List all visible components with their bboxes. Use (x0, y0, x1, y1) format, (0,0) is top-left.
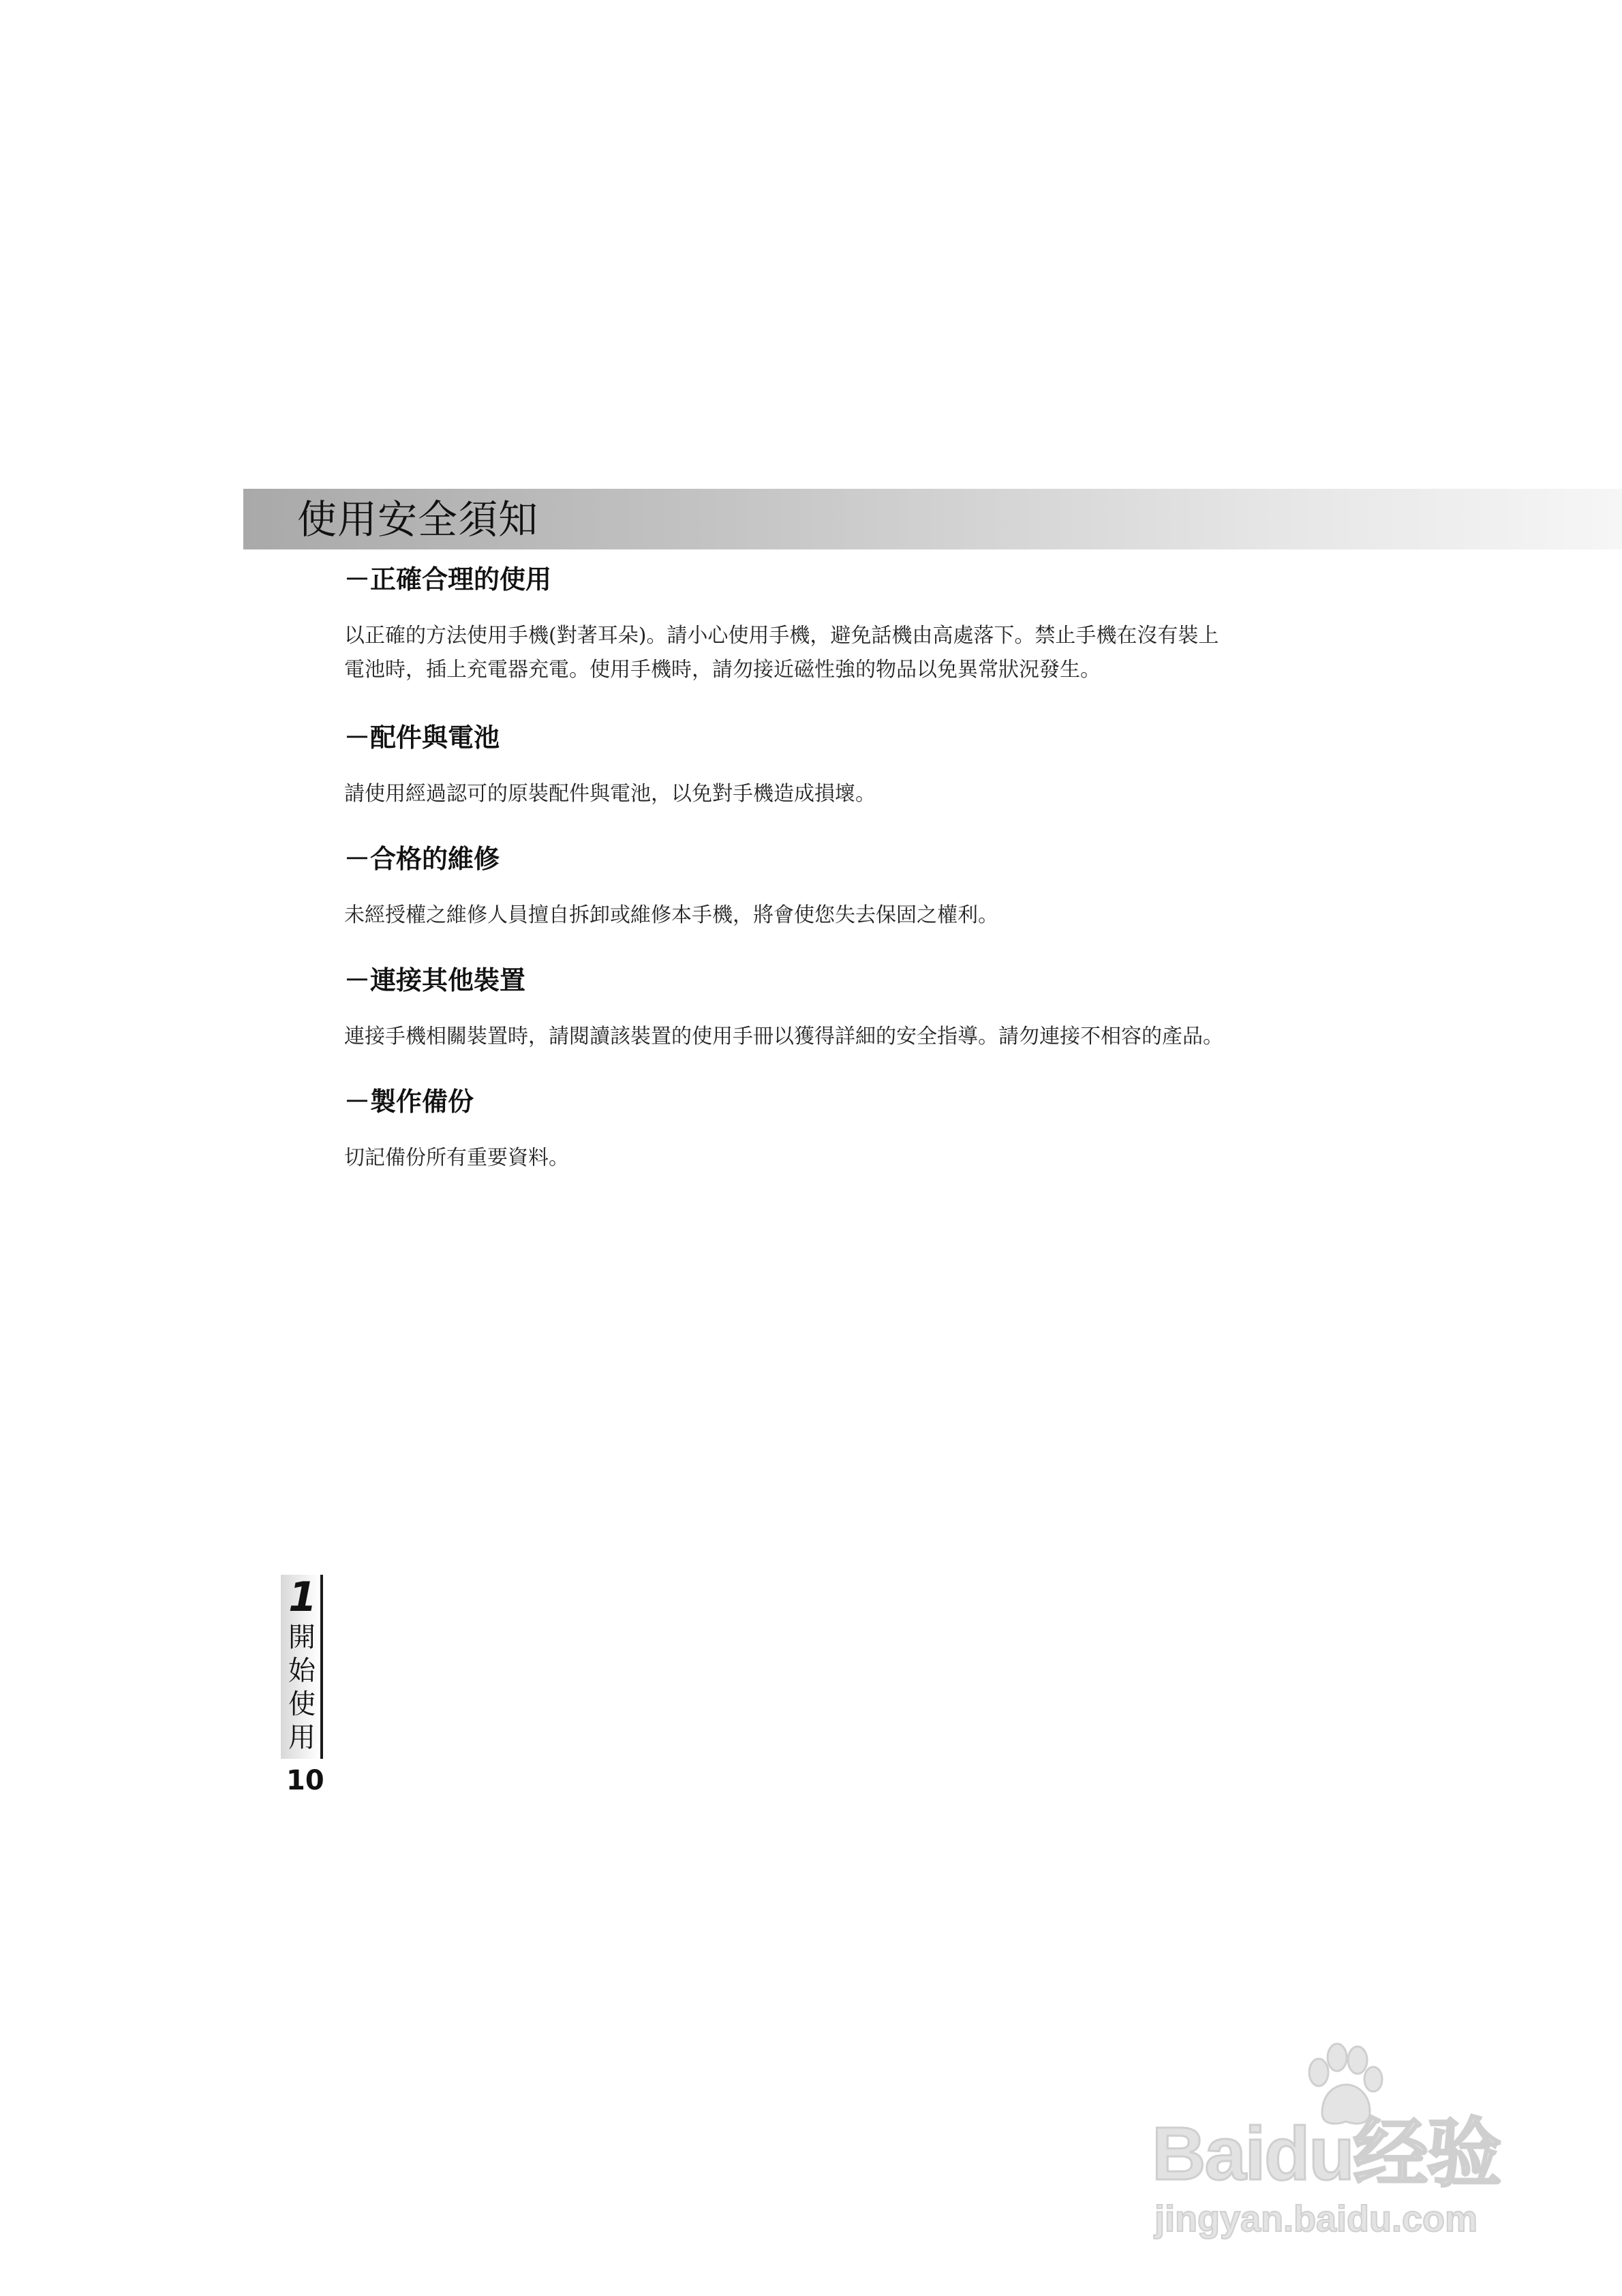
section-body (344, 898, 1298, 933)
section-heading: －配件與電池 (344, 723, 500, 753)
page-number: 10 (286, 1765, 324, 1796)
chapter-name-char: 始 (288, 1655, 316, 1687)
section-proper-use (344, 563, 1298, 687)
section-heading: －連接其他裝置 (344, 965, 526, 995)
body-line: 以正確的方法使用手機(對著耳朵)。請小心使用手機，避免話機由高處落下。禁止手機在沒有裝上 (344, 624, 1219, 648)
body-line: 請使用經過認可的原裝配件與電池，以免對手機造成損壞。 (344, 782, 876, 806)
chapter-name-char: 用 (288, 1722, 316, 1753)
chapter-name (285, 1621, 319, 1755)
baidu-watermark (1152, 2038, 1533, 2243)
chapter-name-char: 使 (288, 1689, 316, 1720)
section-body (344, 1020, 1298, 1054)
watermark-brand: Baidu经验 (1152, 2112, 1501, 2196)
body-line: 切記備份所有重要資料。 (344, 1146, 569, 1170)
section-heading: －製作備份 (344, 1087, 474, 1117)
body-line: 連接手機相關裝置時，請閱讀該裝置的使用手冊以獲得詳細的安全指導。請勿連接不相容的產品。 (344, 1025, 1223, 1048)
section-connect-devices (344, 964, 1298, 1054)
section-qualified-repair (344, 843, 1298, 933)
body-line: 電池時，插上充電器充電。使用手機時，請勿接近磁性強的物品以免異常狀況發生。 (344, 658, 1101, 682)
section-accessories-battery (344, 721, 1298, 811)
page-title: 使用安全須知 (297, 496, 539, 543)
chapter-number: 1 (288, 1573, 317, 1621)
watermark-url: jingyan.baidu.com (1154, 2199, 1478, 2239)
section-heading: －合格的維修 (344, 844, 500, 874)
section-backup (344, 1085, 1298, 1175)
section-heading: －正確合理的使用 (344, 564, 552, 594)
section-body (344, 1141, 1298, 1175)
body-line: 未經授權之維修人員擅自拆卸或維修本手機，將會使您失去保固之權利。 (344, 903, 998, 927)
chapter-name-char: 開 (288, 1622, 316, 1653)
section-body (344, 777, 1298, 811)
section-body (344, 619, 1298, 687)
